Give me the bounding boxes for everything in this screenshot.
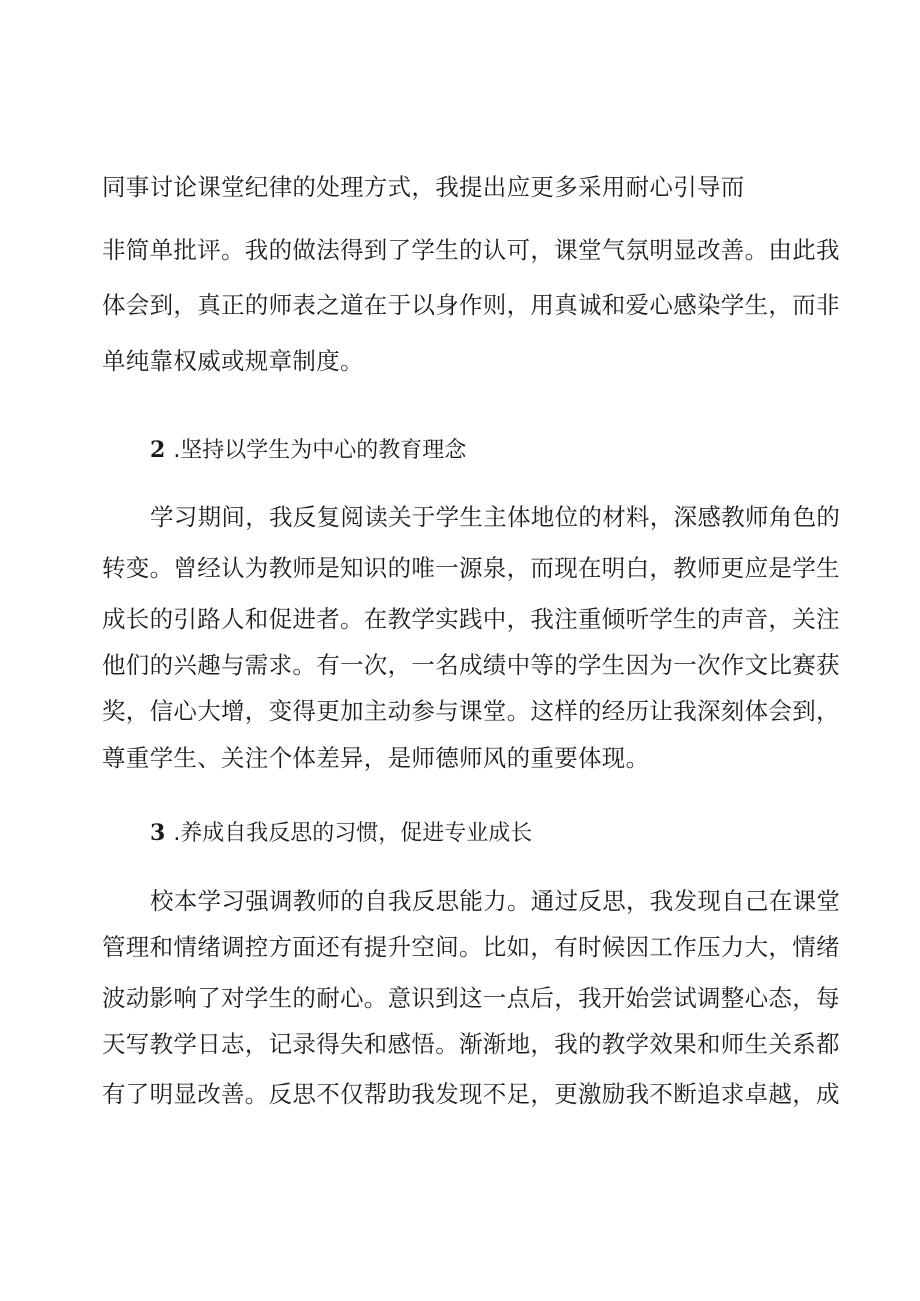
paragraph-line: 同事讨论课堂纪律的处理方式，我提出应更多采用耐心引导而 (102, 173, 745, 201)
paragraph-line: 校本学习强调教师的自我反思能力。通过反思，我发现自己在课堂 (150, 887, 841, 915)
paragraph-line: 非简单批评。我的做法得到了学生的认可，课堂气氛明显改善。由此我 (102, 236, 840, 264)
section-heading (150, 439, 466, 462)
paragraph-line: 他们的兴趣与需求。有一次，一名成绩中等的学生因为一次作文比赛获 (102, 651, 840, 679)
paragraph-line: 体会到，真正的师表之道在于以身作则，用真诚和爱心感染学生，而非 (102, 291, 840, 319)
section-title: .坚持以学生为中心的教育理念 (173, 438, 467, 463)
section-heading (150, 822, 532, 845)
paragraph-line: 天写教学日志，记录得失和感悟。渐渐地，我的教学效果和师生关系都 (102, 1030, 840, 1058)
paragraph-line: 成长的引路人和促进者。在教学实践中，我注重倾听学生的声音，关注 (102, 605, 840, 633)
paragraph-line: 尊重学生、关注个体差异，是师德师风的重要体现。 (102, 744, 650, 772)
paragraph-line: 转变。曾经认为教师是知识的唯一源泉，而现在明白，教师更应是学生 (102, 554, 840, 582)
section-title: .养成自我反思的习惯，促进专业成长 (173, 821, 533, 846)
section-number: 3 (150, 820, 166, 846)
paragraph-line: 单纯靠权威或规章制度。 (102, 347, 364, 375)
section-number: 2 (150, 437, 166, 463)
paragraph-line: 学习期间，我反复阅读关于学生主体地位的材料，深感教师角色的 (150, 503, 841, 531)
paragraph-line: 有了明显改善。反思不仅帮助我发现不足，更激励我不断追求卓越，成 (102, 1080, 840, 1108)
paragraph-line: 波动影响了对学生的耐心。意识到这一点后，我开始尝试调整心态，每 (102, 984, 840, 1012)
paragraph-line: 奖，信心大增，变得更加主动参与课堂。这样的经历让我深刻体会到， (102, 697, 840, 725)
paragraph-line: 管理和情绪调控方面还有提升空间。比如，有时候因工作压力大，情绪 (102, 933, 840, 961)
